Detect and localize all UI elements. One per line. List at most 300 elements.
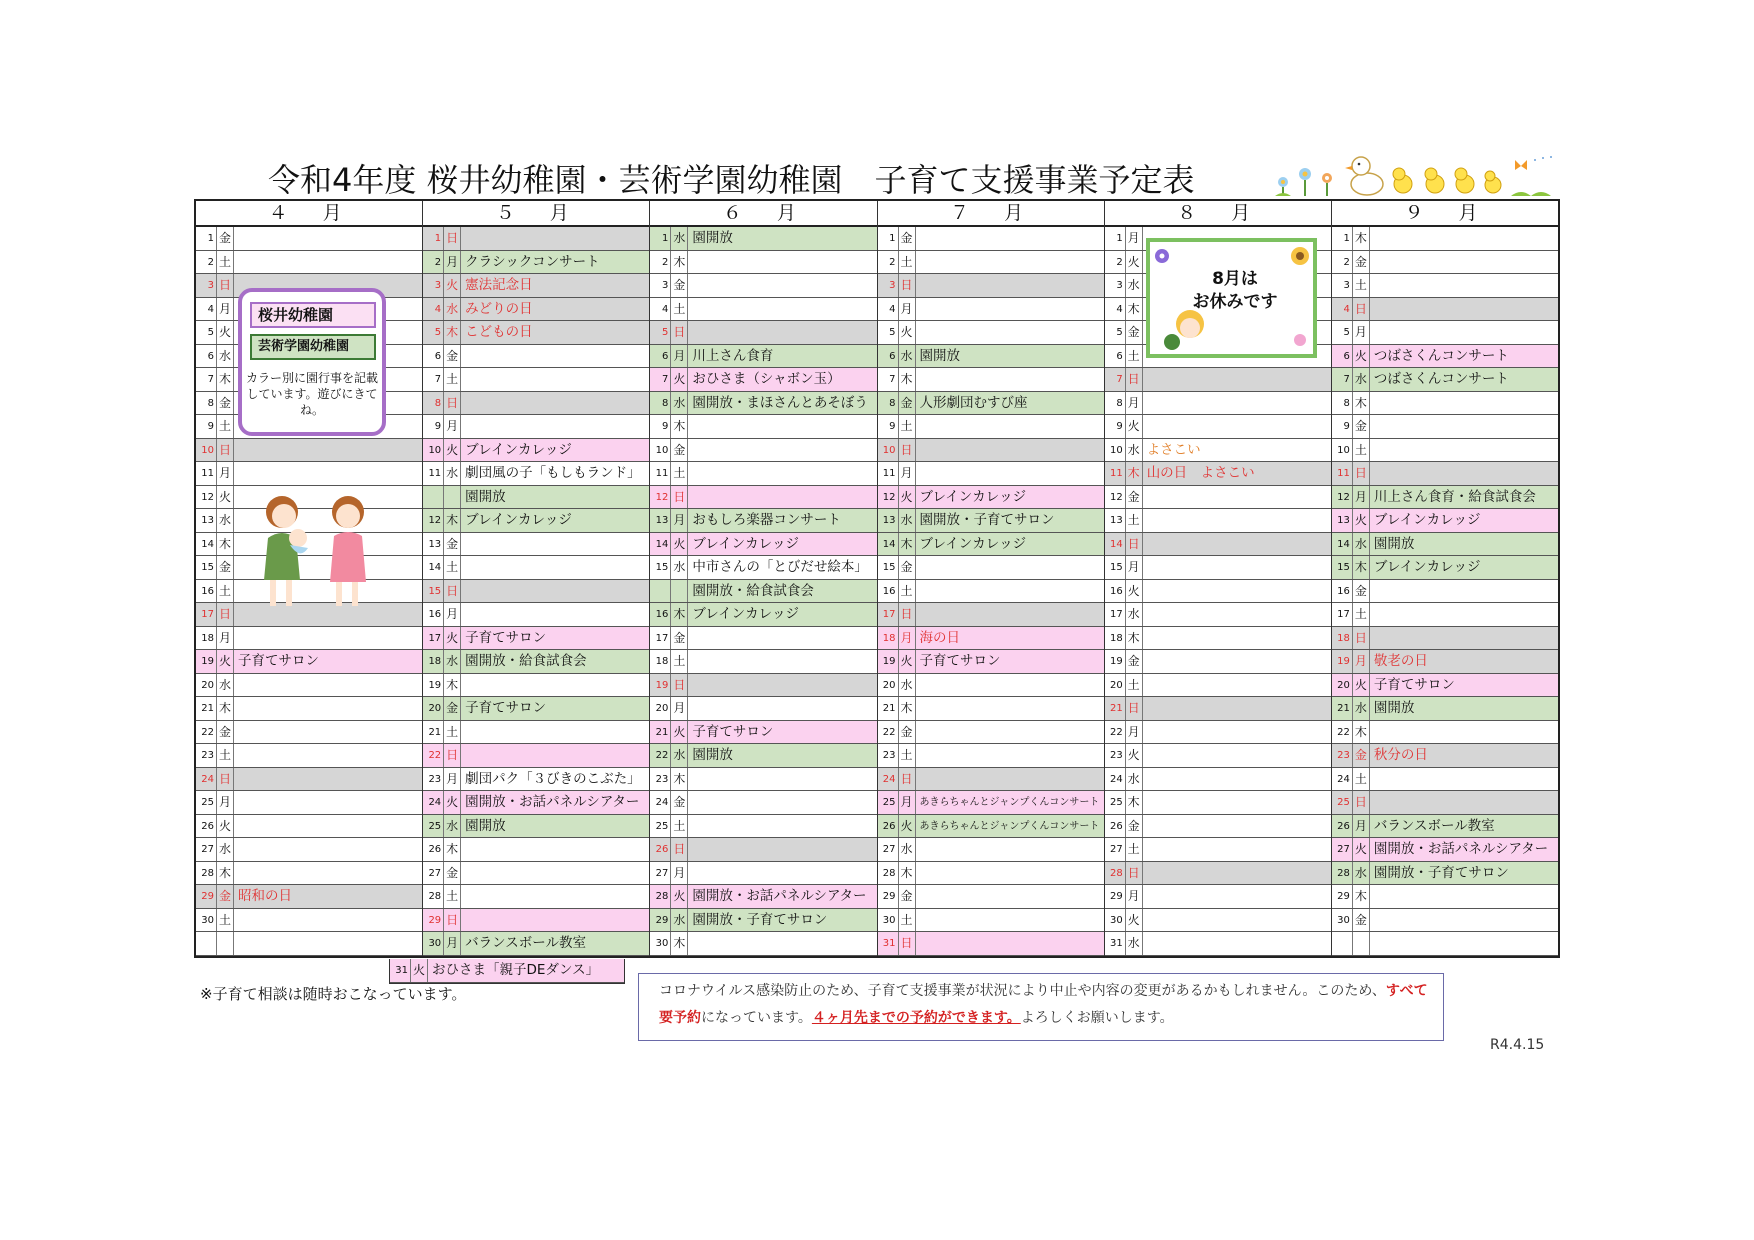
event-text	[688, 415, 876, 438]
day-row	[1105, 462, 1331, 486]
event-text	[916, 227, 1104, 250]
weekday: 月	[444, 415, 461, 438]
event-text: 子育てサロン	[465, 700, 547, 716]
weekday	[671, 580, 688, 603]
day-number: 1	[1105, 227, 1126, 250]
weekday: 木	[217, 368, 234, 391]
weekday: 火	[217, 815, 234, 838]
day-row	[1105, 815, 1331, 839]
day-row	[196, 885, 422, 909]
day-row	[1332, 932, 1558, 956]
day-number: 13	[423, 533, 444, 556]
day-row	[878, 509, 1104, 533]
weekday: 月	[1126, 885, 1143, 908]
day-row	[423, 227, 649, 251]
weekday: 日	[444, 227, 461, 250]
event-text	[1143, 791, 1331, 814]
day-number: 8	[878, 392, 899, 415]
day-row	[423, 885, 649, 909]
day-number: 3	[196, 274, 217, 297]
day-row	[196, 697, 422, 721]
legend-sakurai: 桜井幼稚園	[250, 302, 376, 328]
day-number: 31	[390, 959, 411, 982]
weekday: 水	[1353, 697, 1370, 720]
day-number: 24	[196, 768, 217, 791]
event-text	[1143, 556, 1331, 579]
event-text	[688, 298, 876, 321]
weekday: 火	[1126, 415, 1143, 438]
event-text	[461, 368, 649, 391]
weekday: 日	[671, 321, 688, 344]
event-text	[916, 909, 1104, 932]
day-number: 30	[423, 932, 444, 955]
weekday: 金	[1126, 321, 1143, 344]
month-column	[878, 201, 1105, 956]
day-number: 20	[650, 697, 671, 720]
day-row	[196, 838, 422, 862]
weekday: 日	[217, 603, 234, 626]
event-text	[1143, 932, 1331, 955]
day-row	[650, 509, 876, 533]
event-text	[461, 862, 649, 885]
weekday: 火	[411, 959, 428, 982]
corona-notice	[638, 973, 1444, 1041]
day-row	[878, 486, 1104, 510]
day-row	[1105, 674, 1331, 698]
day-row	[1105, 556, 1331, 580]
day-row	[1332, 885, 1558, 909]
day-number: 28	[1332, 862, 1353, 885]
notice-part3: よろしくお願いします。	[1020, 1010, 1174, 1026]
event-text	[688, 650, 876, 673]
event-text	[234, 862, 422, 885]
event-text	[1370, 791, 1558, 814]
flower-icon	[1275, 168, 1332, 196]
day-number: 15	[196, 556, 217, 579]
weekday: 木	[1353, 885, 1370, 908]
event-text	[916, 580, 1104, 603]
day-number: 26	[423, 838, 444, 861]
may-31-row	[389, 959, 625, 984]
notice-part2: になっています。	[701, 1010, 812, 1026]
day-number: 25	[1332, 791, 1353, 814]
day-number: 24	[423, 791, 444, 814]
day-number: 19	[878, 650, 899, 673]
day-number: 27	[1332, 838, 1353, 861]
weekday: 水	[444, 650, 461, 673]
day-number: 28	[196, 862, 217, 885]
weekday: 木	[444, 674, 461, 697]
day-row	[878, 768, 1104, 792]
event-text: 園開放・お話パネルシアター	[465, 794, 640, 810]
weekday: 水	[1353, 533, 1370, 556]
month-header: ８ 月	[1105, 201, 1331, 227]
event-text: 園開放	[692, 747, 733, 763]
event-text	[688, 251, 876, 274]
weekday: 土	[1126, 509, 1143, 532]
day-row	[1105, 603, 1331, 627]
event-text	[688, 486, 876, 509]
weekday: 土	[1126, 345, 1143, 368]
day-number: 5	[1332, 321, 1353, 344]
day-number: 16	[650, 603, 671, 626]
day-row	[878, 392, 1104, 416]
day-row	[423, 368, 649, 392]
event-text	[688, 697, 876, 720]
event-text	[1143, 627, 1331, 650]
day-number: 10	[650, 439, 671, 462]
day-number: 12	[1105, 486, 1126, 509]
event-text	[1370, 251, 1558, 274]
event-text: 憲法記念日	[465, 277, 533, 293]
month-header: ７ 月	[878, 201, 1104, 227]
weekday: 月	[1353, 321, 1370, 344]
day-number: 28	[423, 885, 444, 908]
day-row	[1105, 909, 1331, 933]
weekday: 木	[444, 838, 461, 861]
day-row	[878, 321, 1104, 345]
day-number: 27	[196, 838, 217, 861]
day-row	[878, 603, 1104, 627]
day-number: 6	[878, 345, 899, 368]
event-text	[1143, 862, 1331, 885]
event-text	[1370, 392, 1558, 415]
weekday: 土	[217, 744, 234, 767]
weekday: 火	[1353, 838, 1370, 861]
event-text	[234, 721, 422, 744]
weekday: 金	[899, 721, 916, 744]
day-number: 16	[196, 580, 217, 603]
weekday: 火	[899, 650, 916, 673]
day-number: 14	[650, 533, 671, 556]
day-number: 6	[1332, 345, 1353, 368]
day-number: 22	[650, 744, 671, 767]
day-row	[878, 674, 1104, 698]
event-text	[461, 345, 649, 368]
day-row	[423, 697, 649, 721]
event-text	[1370, 439, 1558, 462]
flowers-ducks-decoration	[1275, 152, 1565, 202]
weekday: 木	[444, 321, 461, 344]
event-text: 園開放・子育てサロン	[919, 512, 1055, 528]
weekday: 火	[1126, 909, 1143, 932]
event-text	[688, 462, 876, 485]
weekday: 金	[444, 862, 461, 885]
event-text: 園開放・給食試食会	[465, 653, 587, 669]
day-number: 3	[423, 274, 444, 297]
day-number: 20	[196, 674, 217, 697]
day-number: 13	[196, 509, 217, 532]
day-row	[1105, 368, 1331, 392]
weekday: 水	[444, 462, 461, 485]
weekday: 月	[1353, 486, 1370, 509]
event-text: ブレインカレッジ	[465, 441, 572, 458]
event-text	[688, 791, 876, 814]
day-number: 17	[423, 627, 444, 650]
event-text	[1143, 533, 1331, 556]
day-number: 25	[878, 791, 899, 814]
event-text: 園開放・給食試食会	[692, 582, 814, 599]
event-text	[461, 721, 649, 744]
event-text: ブレインカレッジ	[919, 488, 1027, 505]
day-row	[423, 462, 649, 486]
day-row	[650, 392, 876, 416]
weekday: 水	[671, 227, 688, 250]
day-number: 9	[423, 415, 444, 438]
event-text	[688, 838, 876, 861]
day-number: 10	[196, 439, 217, 462]
day-row	[1332, 439, 1558, 463]
event-text	[916, 603, 1104, 626]
day-number: 5	[196, 321, 217, 344]
weekday: 月	[671, 697, 688, 720]
day-number: 22	[878, 721, 899, 744]
weekday: 日	[899, 274, 916, 297]
day-row	[878, 415, 1104, 439]
day-row	[196, 674, 422, 698]
event-text: あきらちゃんとジャンプくんコンサート	[919, 820, 1100, 832]
day-row	[650, 345, 876, 369]
event-text: 子育てサロン	[919, 653, 1001, 669]
weekday: 土	[899, 744, 916, 767]
day-row	[423, 721, 649, 745]
day-row	[196, 227, 422, 251]
weekday: 火	[671, 533, 688, 556]
event-text: ブレインカレッジ	[919, 535, 1027, 552]
weekday: 土	[444, 721, 461, 744]
notice-part1: コロナウイルス感染防止のため、子育て支援事業が状況により中止や内容の変更があるかもしれません。このため、	[659, 983, 1386, 999]
day-number: 20	[423, 697, 444, 720]
event-text	[688, 627, 876, 650]
weekday: 木	[671, 932, 688, 955]
day-row	[1105, 650, 1331, 674]
day-row	[650, 909, 876, 933]
day-row	[423, 909, 649, 933]
day-row	[878, 533, 1104, 557]
event-text	[234, 251, 422, 274]
event-text: ブレインカレッジ	[1373, 559, 1481, 575]
weekday	[444, 486, 461, 509]
weekday: 土	[671, 462, 688, 485]
weekday: 土	[1353, 603, 1370, 626]
event-text: ブレインカレッジ	[465, 512, 572, 528]
day-row	[650, 932, 876, 956]
event-text	[461, 415, 649, 438]
event-text	[461, 227, 649, 250]
day-number: 24	[1105, 768, 1126, 791]
event-text	[1370, 298, 1558, 321]
page-title: 令和4年度 桜井幼稚園・芸術学園幼稚園 子育て支援事業予定表	[268, 161, 1195, 199]
event-text	[461, 744, 649, 767]
weekday: 火	[217, 650, 234, 673]
event-text: 川上さん食育・給食試食会	[1373, 488, 1536, 505]
day-row	[878, 227, 1104, 251]
day-number: 29	[650, 909, 671, 932]
event-text: 昭和の日	[238, 888, 292, 904]
event-text	[1143, 509, 1331, 532]
event-text	[1370, 603, 1558, 626]
day-row	[650, 885, 876, 909]
day-row	[196, 627, 422, 651]
weekday: 水	[671, 744, 688, 767]
event-text	[916, 768, 1104, 791]
day-row	[196, 439, 422, 463]
day-number: 7	[423, 368, 444, 391]
day-row	[196, 862, 422, 886]
weekday: 月	[1126, 227, 1143, 250]
day-number: 3	[650, 274, 671, 297]
event-text	[916, 744, 1104, 767]
day-row	[878, 650, 1104, 674]
day-row	[1332, 627, 1558, 651]
day-row	[1332, 768, 1558, 792]
day-number: 29	[196, 885, 217, 908]
weekday: 木	[217, 533, 234, 556]
day-number: 28	[878, 862, 899, 885]
day-number: 30	[1105, 909, 1126, 932]
event-text	[461, 909, 649, 932]
event-text	[234, 744, 422, 767]
month-header: ５ 月	[423, 201, 649, 227]
event-text	[234, 909, 422, 932]
day-number	[423, 486, 444, 509]
event-text	[688, 674, 876, 697]
weekday: 金	[899, 392, 916, 415]
day-row	[878, 580, 1104, 604]
august-closed-notice	[1146, 238, 1317, 358]
event-text	[234, 227, 422, 250]
day-row	[1105, 721, 1331, 745]
day-row	[1105, 862, 1331, 886]
day-row	[650, 838, 876, 862]
weekday: 土	[671, 815, 688, 838]
weekday: 水	[444, 298, 461, 321]
day-row	[1332, 509, 1558, 533]
day-row	[423, 321, 649, 345]
day-row	[650, 251, 876, 275]
weekday: 月	[217, 791, 234, 814]
day-number: 14	[196, 533, 217, 556]
day-row	[196, 909, 422, 933]
day-number: 8	[423, 392, 444, 415]
weekday: 日	[1126, 697, 1143, 720]
event-text: 劇団パク「３びきのこぶた」	[465, 770, 641, 787]
weekday: 日	[899, 603, 916, 626]
day-number: 27	[878, 838, 899, 861]
day-number: 7	[196, 368, 217, 391]
day-row	[423, 674, 649, 698]
day-number: 18	[878, 627, 899, 650]
day-number: 21	[1332, 697, 1353, 720]
day-row	[1105, 415, 1331, 439]
day-row	[423, 768, 649, 792]
day-row	[423, 580, 649, 604]
event-text	[916, 862, 1104, 885]
day-number: 23	[423, 768, 444, 791]
day-number: 16	[423, 603, 444, 626]
weekday: 日	[671, 486, 688, 509]
day-row	[650, 298, 876, 322]
day-row	[196, 650, 422, 674]
day-number: 11	[1332, 462, 1353, 485]
event-text	[1143, 580, 1331, 603]
day-number: 14	[423, 556, 444, 579]
weekday: 火	[444, 627, 461, 650]
weekday: 火	[671, 721, 688, 744]
day-number: 10	[1105, 439, 1126, 462]
day-number: 24	[878, 768, 899, 791]
event-text	[1370, 462, 1558, 485]
weekday: 水	[1126, 439, 1143, 462]
weekday: 木	[671, 603, 688, 626]
day-number: 11	[423, 462, 444, 485]
event-text: 園開放	[919, 347, 961, 364]
event-text	[688, 862, 876, 885]
weekday: 月	[671, 345, 688, 368]
weekday: 日	[444, 580, 461, 603]
day-number: 13	[650, 509, 671, 532]
day-number: 2	[196, 251, 217, 274]
weekday: 火	[671, 368, 688, 391]
event-text: おもしろ楽器コンサート	[692, 512, 841, 528]
day-number: 29	[878, 885, 899, 908]
day-number: 21	[1105, 697, 1126, 720]
schedule-calendar	[194, 199, 1560, 958]
weekday: 火	[899, 815, 916, 838]
event-text: おひさま（シャボン玉）	[692, 371, 841, 387]
event-text	[916, 697, 1104, 720]
weekday: 火	[899, 321, 916, 344]
day-row	[1332, 556, 1558, 580]
day-row	[1332, 791, 1558, 815]
day-row	[423, 556, 649, 580]
weekday: 木	[1353, 392, 1370, 415]
event-text: ブレインカレッジ	[1373, 512, 1481, 528]
day-number: 17	[1332, 603, 1353, 626]
event-text: つばさくんコンサート	[1373, 347, 1509, 364]
weekday: 金	[1126, 486, 1143, 509]
weekday: 土	[671, 650, 688, 673]
day-number: 26	[196, 815, 217, 838]
weekday: 月	[217, 627, 234, 650]
notice-four-months: ４ヶ月先までの予約ができます。	[811, 1010, 1021, 1026]
event-text	[461, 838, 649, 861]
day-row	[650, 697, 876, 721]
event-text	[688, 932, 876, 955]
weekday: 日	[1126, 862, 1143, 885]
event-text	[688, 274, 876, 297]
event-text	[1143, 909, 1331, 932]
weekday: 水	[217, 674, 234, 697]
weekday: 金	[899, 556, 916, 579]
day-number: 28	[1105, 862, 1126, 885]
event-text	[1143, 674, 1331, 697]
day-number: 26	[650, 838, 671, 861]
weekday: 水	[1126, 768, 1143, 791]
event-text: おひさま「親子DEダンス」	[432, 962, 600, 978]
color-legend	[238, 288, 386, 436]
weekday: 水	[899, 345, 916, 368]
weekday: 木	[217, 697, 234, 720]
day-row	[650, 627, 876, 651]
day-number: 9	[1332, 415, 1353, 438]
weekday: 日	[217, 439, 234, 462]
day-row	[1105, 791, 1331, 815]
event-text	[1143, 744, 1331, 767]
event-text	[1370, 909, 1558, 932]
event-text: みどりの日	[465, 300, 533, 317]
weekday: 金	[899, 885, 916, 908]
